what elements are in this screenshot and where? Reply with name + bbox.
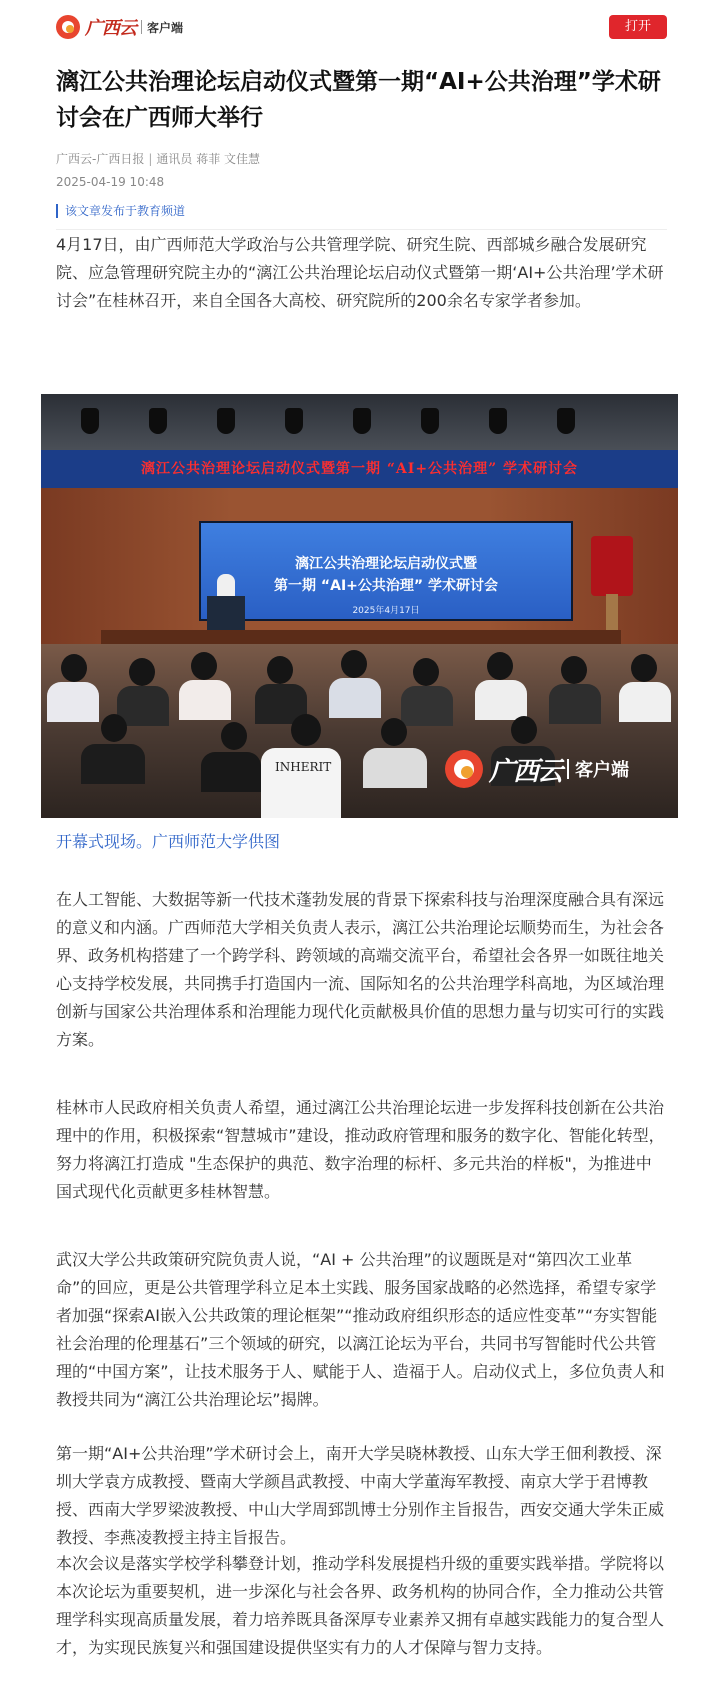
article-photo[interactable] bbox=[41, 394, 678, 818]
spotlight-icon bbox=[421, 408, 439, 434]
channel-link[interactable]: 该文章发布于教育频道 bbox=[56, 204, 185, 218]
audience-head bbox=[101, 714, 127, 742]
spotlight-icon bbox=[149, 408, 167, 434]
audience-head bbox=[631, 654, 657, 682]
logo-mark-icon bbox=[56, 15, 80, 39]
spotlight-icon bbox=[217, 408, 235, 434]
audience-body bbox=[329, 678, 381, 718]
watermark-divider bbox=[567, 759, 569, 779]
photo-caption: 开幕式现场。广西师范大学供图 bbox=[56, 832, 281, 851]
audience-body bbox=[179, 680, 231, 720]
audience-body bbox=[201, 752, 261, 792]
app-logo[interactable] bbox=[56, 14, 183, 40]
audience-head bbox=[61, 654, 87, 682]
audience-head bbox=[129, 658, 155, 686]
paragraph-1: 4月17日，由广西师范大学政治与公共管理学院、研究生院、西部城乡融合发展研究院、应急管理研究院主办的“漓江公共治理论坛启动仪式暨第一期‘AI+公共治理’学术研讨会”在桂林召开，来自全国各大高校、研究院所的200余名专家学者参加。 bbox=[56, 235, 664, 310]
watermark-sub: 客户端 bbox=[575, 760, 630, 781]
paragraph-3: 桂林市人民政府相关负责人希望，通过漓江公共治理论坛进一步发挥科技创新在公共治理中的作用，积极探索“智慧城市”建设，推动政府管理和服务的数字化、智能化转型，努力将漓江打造成 "生态保护的典范、数字治理的标杆、多元共治的样板"，为推进中国式现代化贡献更多桂林智慧。 bbox=[56, 1098, 665, 1201]
audience-body bbox=[261, 748, 341, 818]
spotlight-icon bbox=[489, 408, 507, 434]
audience-body bbox=[47, 682, 99, 722]
front-table bbox=[101, 630, 621, 644]
audience-head bbox=[221, 722, 247, 750]
author-names: 通讯员 蒋菲 文佳慧 bbox=[156, 152, 261, 166]
watermark-name: 广西云 bbox=[489, 756, 562, 787]
logo-divider bbox=[141, 20, 142, 34]
publish-date: 2025-04-19 10:48 bbox=[56, 175, 165, 189]
speaker-figure bbox=[217, 574, 235, 598]
audience-head bbox=[291, 714, 321, 746]
open-app-button[interactable]: 打开 bbox=[609, 15, 667, 39]
spotlight-icon bbox=[353, 408, 371, 434]
logo-subtitle: 客户端 bbox=[147, 20, 184, 35]
audience-body bbox=[619, 682, 671, 722]
source-divider: | bbox=[148, 152, 153, 166]
article-title: 漓江公共治理论坛启动仪式暨第一期“AI+公共治理”学术研讨会在广西师大举行 bbox=[56, 69, 661, 131]
photo-ceiling bbox=[41, 394, 678, 450]
audience-body bbox=[401, 686, 453, 726]
audience-head bbox=[511, 716, 537, 744]
audience-head bbox=[487, 652, 513, 680]
source-name: 广西云-广西日报 bbox=[56, 152, 145, 166]
audience-head bbox=[381, 718, 407, 746]
shirt-text: INHERIT bbox=[275, 760, 332, 774]
screen-line-1: 漓江公共治理论坛启动仪式暨 bbox=[295, 556, 477, 572]
audience-head bbox=[561, 656, 587, 684]
paragraph-5: 第一期“AI+公共治理”学术研讨会上，南开大学吴晓林教授、山东大学王佃利教授、深圳大学袁方成教授、暨南大学颜昌武教授、中南大学董海军教授、南京大学于君博教授、西南大学罗梁波教授、中山大学周郅凯博士分别作主旨报告，西安交通大学朱正威教授、李燕凌教授主持主旨报告。 bbox=[56, 1444, 665, 1547]
screen-date: 2025年4月17日 bbox=[352, 606, 420, 616]
article-source bbox=[56, 150, 260, 167]
watermark-mark-icon bbox=[445, 750, 483, 788]
logo-name: 广西云 bbox=[85, 18, 136, 39]
paragraph-2: 在人工智能、大数据等新一代技术蓬勃发展的背景下探索科技与治理深度融合具有深远的意义和内涵。广西师范大学相关负责人表示，漓江公共治理论坛顺势而生，为社会各界、政务机构搭建了一个跨学科、跨领域的高端交流平台，希望社会各界一如既往地关心支持学校发展，共同携手打造国内一流、国际知名的公共治理学科高地，为区域治理创新与国家公共治理体系和治理能力现代化贡献极具价值的思想力量与切实可行的实践方案。 bbox=[56, 890, 665, 1049]
header-divider bbox=[56, 229, 667, 230]
unveiling-curtain bbox=[591, 536, 633, 596]
audience-body bbox=[81, 744, 145, 784]
audience-head bbox=[341, 650, 367, 678]
audience-body bbox=[363, 748, 427, 788]
screen-line-2: 第一期 “AI+公共治理” 学术研讨会 bbox=[274, 578, 498, 594]
spotlight-icon bbox=[557, 408, 575, 434]
projection-screen bbox=[199, 521, 573, 621]
paragraph-6: 本次会议是落实学校学科攀登计划，推动学科发展提档升级的重要实践举措。学院将以本次论坛为重要契机，进一步深化与社会各界、政务机构的协同合作，全力推动公共管理学科实现高质量发展，着力培养既具备深厚专业素养又拥有卓越实践能力的复合型人才，为实现民族复兴和强国建设提供坚实有力的人才保障与智力支持。 bbox=[56, 1554, 665, 1657]
spotlight-icon bbox=[285, 408, 303, 434]
photo-watermark bbox=[445, 750, 629, 788]
audience-head bbox=[413, 658, 439, 686]
spotlight-icon bbox=[81, 408, 99, 434]
audience-head bbox=[191, 652, 217, 680]
photo-banner: 漓江公共治理论坛启动仪式暨第一期 “AI+公共治理” 学术研讨会 bbox=[41, 450, 678, 488]
audience-body bbox=[549, 684, 601, 724]
top-bar bbox=[0, 0, 712, 52]
audience-head bbox=[267, 656, 293, 684]
paragraph-4: 武汉大学公共政策研究院负责人说，“AI + 公共治理”的议题既是对“第四次工业革命”的回应，更是公共管理学科立足本土实践、服务国家战略的必然选择，希望专家学者加强“探索AI嵌入公共政策的理论框架”“推动政府组织形态的适应性变革”“夯实智能社会治理的伦理基石”三个领域的研究，以漓江论坛为平台，共同书写智能时代公共管理的“中国方案”，让技术服务于人、赋能于人、造福于人。启动仪式上，多位负责人和教授共同为“漓江公共治理论坛”揭牌。 bbox=[56, 1250, 665, 1409]
audience-body bbox=[475, 680, 527, 720]
photo-audience bbox=[41, 644, 678, 818]
